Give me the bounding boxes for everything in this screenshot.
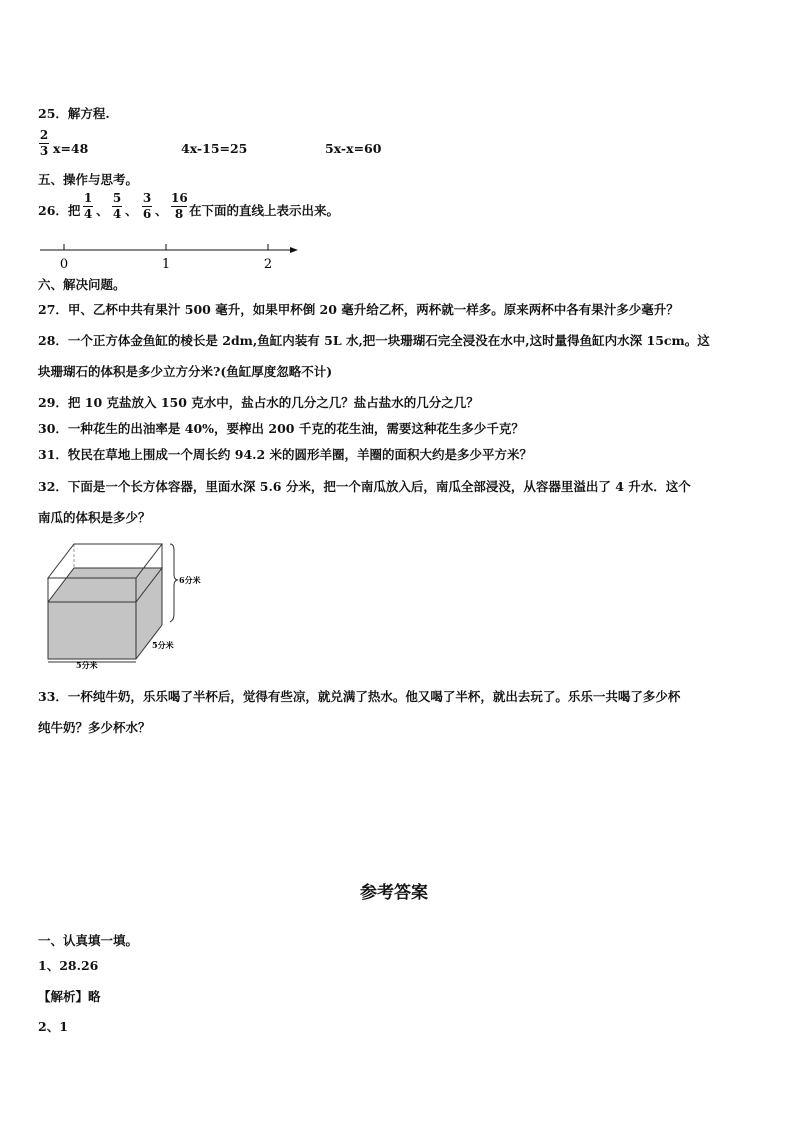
q27: 27．甲、乙杯中共有果汁 500 毫升，如果甲杯倒 20 毫升给乙杯，两杯就一样多。原来两杯中各有果汁多少毫升？ <box>38 302 679 317</box>
answer-2: 2、1 <box>38 1019 68 1034</box>
q33-line-1: 33．一杯纯牛奶，乐乐喝了半杯后，觉得有些凉，就兑满了热水。他又喝了半杯，就出去玩了。乐乐一共喝了多少杯 <box>38 689 681 704</box>
q26-prefix: 26．把 <box>38 203 81 218</box>
tick-label-1: 1 <box>161 257 171 272</box>
q26-separator: 、 <box>155 203 168 218</box>
q32-line-1: 32．下面是一个长方体容器，里面水深 5.6 分米，把一个南瓜放入后，南瓜全部浸没，从容器里溢出了 4 升水．这个 <box>38 479 691 494</box>
q26-fraction-2 <box>112 192 122 221</box>
q25-title: 25．解方程. <box>38 106 110 121</box>
answers-title: 参考答案 <box>360 883 428 903</box>
cuboid-container-figure <box>40 540 220 670</box>
q31: 31．牧民在草地上围成一个周长约 94.2 米的圆形羊圈，羊圈的面积大约是多少平方米？ <box>38 447 533 462</box>
q26-fraction-4 <box>171 192 187 221</box>
answer-1-analysis: 【解析】略 <box>38 989 101 1004</box>
numerator: 1 <box>83 191 93 205</box>
numerator: 16 <box>171 191 188 205</box>
q28-line-1: 28．一个正方体金鱼缸的棱长是 2dm,鱼缸内装有 5L 水,把一块珊瑚石完全浸没在水中,这时量得鱼缸内水深 15cm。这 <box>38 333 710 348</box>
q26-separator: 、 <box>96 203 109 218</box>
numerator: 3 <box>142 191 152 205</box>
q33-line-2: 纯牛奶？多少杯水？ <box>38 720 151 735</box>
section-6-heading: 六、解决问题。 <box>38 277 126 292</box>
q26-fraction-3 <box>142 192 152 221</box>
q25-eq1-rest: x=48 <box>53 141 89 156</box>
numerator: 2 <box>39 128 49 142</box>
denominator: 4 <box>83 207 93 221</box>
height-label: 6分米 <box>179 575 201 585</box>
height-brace <box>170 544 178 622</box>
arrow-right-icon <box>290 247 298 253</box>
denominator: 3 <box>39 144 49 158</box>
denominator: 4 <box>112 207 122 221</box>
q25-eq2: 4x-15=25 <box>181 141 248 156</box>
q29: 29．把 10 克盐放入 150 克水中，盐占水的几分之几？盐占盐水的几分之几？ <box>38 395 479 410</box>
section-5-heading: 五、操作与思考。 <box>38 172 139 187</box>
q26-fraction-1 <box>83 192 93 221</box>
answer-1: 1、28.26 <box>38 958 99 973</box>
q25-eq1-fraction <box>39 129 49 158</box>
q28-line-2: 块珊瑚石的体积是多少立方分米?(鱼缸厚度忽略不计) <box>38 364 333 379</box>
q32-line-2: 南瓜的体积是多少？ <box>38 510 151 525</box>
depth-label: 5分米 <box>152 640 174 650</box>
q26-separator: 、 <box>125 203 138 218</box>
denominator: 6 <box>142 207 152 221</box>
number-line <box>30 238 310 272</box>
numerator: 5 <box>112 191 122 205</box>
denominator: 8 <box>174 207 184 221</box>
answers-section-1: 一、认真填一填。 <box>38 933 139 948</box>
tick-label-0: 0 <box>59 257 69 272</box>
q25-eq3: 5x-x=60 <box>325 141 382 156</box>
tick-label-2: 2 <box>263 257 273 272</box>
water-body <box>48 568 162 659</box>
width-label: 5分米 <box>76 660 98 670</box>
q26-suffix: 在下面的直线上表示出来。 <box>189 203 340 218</box>
q30: 30．一种花生的出油率是 40%，要榨出 200 千克的花生油，需要这种花生多少千克？ <box>38 421 524 436</box>
